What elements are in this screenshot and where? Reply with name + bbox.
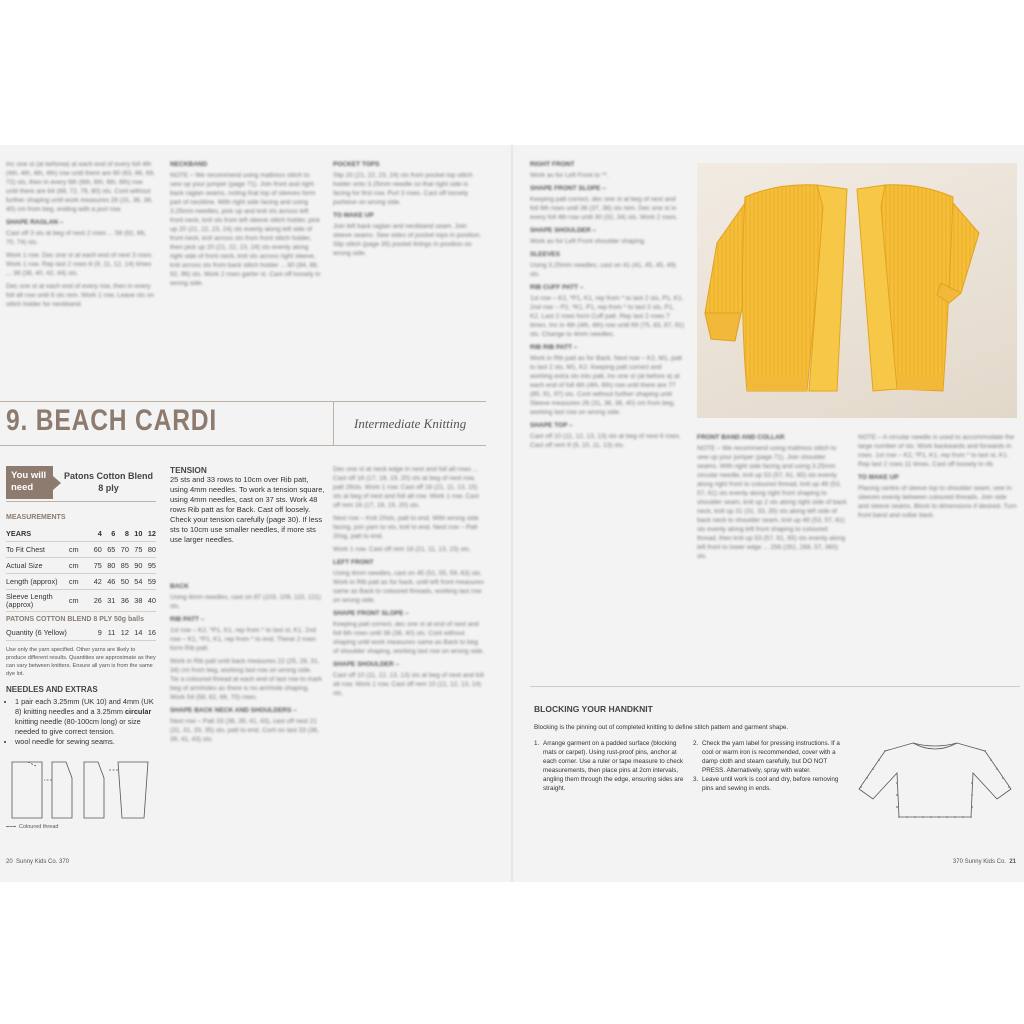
- value-cell: 80: [142, 542, 156, 558]
- materials-box: [6, 466, 156, 499]
- needles-section: [6, 685, 156, 747]
- list-item: 3. Leave until work is cool and dry, before removing pins and sewing in ends.: [693, 776, 839, 792]
- row-label: Sleeve Length (approx): [6, 590, 69, 612]
- blocking-intro: Blocking is the pinning out of completed knitting to define stitch pattern and garment shape.: [534, 724, 789, 731]
- cardigan-image: [697, 163, 1017, 418]
- footer-text: 370 Sunny Kids Co.: [952, 859, 1006, 865]
- value-cell: 40: [142, 590, 156, 612]
- page-number: 20: [6, 859, 13, 865]
- blurred-col-6: RIGHT FRONT Work as for Left Front to **. SHAPE FRONT SLOPE – Keeping patt correct, dec one st at beg of next and foll 6th rows until 36 (37, 38) sts rem. Dec one st in every foll 4th row until 30 (32, 34) sts. Work 2 rows. SHAPE SHOULDER – Work as for Left Front shoulder shaping. SLEEVES Using 3.25mm needles, cast on 41 (41, 45, 45, 49) sts. RIB CUFF PATT – 1st row – K2, *P1, K1, rep from * to last 2 sts, P1, K1. 2nd row – P2, *K1, P1, rep from * to last 3 sts, P1, K2. Last 2 rows form Cuff patt. Rep last 2 rows 7 times. Inc in 4th (4th, 4th) row until 69 (75, 83, 87, 91) sts. Change to 4mm needles. RIB RIB PATT – Work in Rib patt as for Back. Next row – K2, M1, patt to last 2 sts, M1, K2. Keeping patt correct and working extra sts into patt, inc one st (at before a) at each end of foll 4th (4th, 6th) row until there are 77 (85, 91, 97) sts. Cont without further shaping until Sleeve measures 26 (31, 36, 38, 40) cm from beg, working last row on wrong side. SHAPE TOP – Cast off 10 (11, 12, 13, 13) sts at beg of next 6 rows. Cast off rem 9 (9, 10, 11, 13) sts.: [530, 161, 685, 449]
- row-label: To Fit Chest: [6, 542, 69, 558]
- value-cell: 36: [115, 590, 129, 612]
- value-cell: 26: [88, 590, 102, 612]
- value-cell: 12: [115, 625, 129, 641]
- blocking-heading: BLOCKING YOUR HANDKNIT: [534, 704, 653, 714]
- value-cell: 59: [142, 574, 156, 590]
- pattern-title: 9. BEACH CARDI: [6, 404, 218, 437]
- dashed-line-icon: [6, 826, 16, 827]
- value-cell: 80: [102, 558, 116, 574]
- blocking-diagram: [855, 735, 1015, 825]
- unit-cell: cm: [69, 542, 88, 558]
- unit-cell: cm: [69, 558, 88, 574]
- row-label: Actual Size: [6, 558, 69, 574]
- measurements-heading: MEASUREMENTS: [6, 514, 66, 521]
- front-schematic: [84, 762, 104, 818]
- value-cell: 90: [129, 558, 143, 574]
- value-cell: 70: [115, 542, 129, 558]
- value-cell: 60: [88, 542, 102, 558]
- front-schematic: [52, 762, 72, 818]
- value-cell: 95: [142, 558, 156, 574]
- value-cell: 46: [102, 574, 116, 590]
- size-cell: 4: [88, 526, 102, 542]
- list-item: 1. Arrange garment on a padded surface (blocking mats or carpet). Using rust-proof pins, anchor at each corner. Use a ruler or tape measure to check measurements, then place pins at 2cm intervals, angling them through the edge, ensuring sides are straight.: [534, 740, 684, 792]
- skill-level-box: [333, 402, 487, 445]
- unit-cell: cm: [69, 590, 88, 612]
- size-cell: 6: [102, 526, 116, 542]
- needles-heading: NEEDLES AND EXTRAS: [6, 685, 98, 694]
- cardigan-photo: [697, 163, 1017, 418]
- value-cell: 38: [129, 590, 143, 612]
- quantity-label: Quantity (6 Yellow): [6, 625, 88, 641]
- needles-list: [6, 697, 156, 747]
- value-cell: 85: [115, 558, 129, 574]
- blocking-steps-col-2: [693, 739, 851, 793]
- table-row: [6, 625, 156, 641]
- legend: Coloured thread: [6, 824, 58, 830]
- table-row: [6, 542, 156, 558]
- sleeve-schematic: [118, 762, 148, 818]
- divider: [0, 445, 486, 446]
- pin-marks: [860, 750, 1010, 818]
- size-cell: 8: [115, 526, 129, 542]
- value-cell: 14: [129, 625, 143, 641]
- size-cell: 12: [142, 526, 156, 542]
- tension-section: [170, 465, 325, 545]
- value-cell: 16: [142, 625, 156, 641]
- value-cell: 50: [115, 574, 129, 590]
- blurred-col-2: NECKBAND NOTE – We recommend using mattress stitch to sew up your jumper (page 71). Join front and right back raglan seams, noting that top of sleeves form part of neckline. With right side facing and using 3.25mm needles, pick up and knit sts across left front neck, knit sts from left sleeve stitch holder, pick up 20 (21, 22, 23, 24) sts evenly along left side of front neck, knit across sts from front stitch holder, then pick up 20 (21, 22, 23, 24) sts evenly along right side of front neck, knit sts across right sleeve, knit across sts from back stitch holder ... 80 (84, 88, 92, 96) sts. Work 2 rows garter st. Cast off loosely in wrong side.: [170, 161, 321, 287]
- blurred-col-5: BACK Using 4mm needles, cast on 87 (103, 109, 115, 121) sts. RIB PATT – 1st row – K2, *P1, K1, rep from * to last st, K1. 2nd row – K1, *P1, K1, rep from * to end. These 2 rows form Rib patt. Work in Rib patt until back measures 22 (25, 28, 31, 34) cm from beg, working last row on wrong side. Tie a coloured thread at each end of last row to mark beg of armholes as there is no armhole shaping. Work 54 (58, 62, 66, 70) rows. SHAPE BACK NECK AND SHOULDERS – Next row – Patt 33 (36, 39, 41, 43), cast off next 21 (31, 31, 33, 35) sts, patt to end. Cont on last 33 (36, 39, 41, 43) sts.: [170, 583, 322, 743]
- value-cell: 31: [102, 590, 116, 612]
- list-item: • wool needle for sewing seams.: [15, 737, 156, 747]
- divider: [530, 686, 1020, 687]
- value-cell: 9: [88, 625, 102, 641]
- blurred-col-4: Dec one st at neck edge in next and foll alt rows ... Cast off 16 (17, 18, 19, 20) sts at beg of next row, patt 26sts. Work 1 row. Cast off 18 (21, 11, 13, 15) sts at beg of next and foll alt row. Work 1 row. Cast off rem 16 (17, 18, 19, 20) sts. Next row – Knit 20sts, patt to end. With wrong side facing, join yarn to sts, knit to end. Next row – Patt 20sg, patt to end. Work 1 row. Cast off rem 18 (21, 11, 13, 15) sts. LEFT FRONT Using 4mm needles, cast on 45 (51, 55, 59, 63) sts. Work in Rib patt as for back, until left front measures same as Back to coloured threads, working last row on wrong side. SHAPE FRONT SLOPE – Keeping patt correct, dec one st at end of next and foll 6th rows until 36 (38, 40) sts. Cont without shaping until work measures same as Back to beg of shoulder shaping, working last row on wrong side. SHAPE SHOULDER – Cast off 10 (11, 12, 13, 13) sts at beg of next and foll alt row. Work 1 row. Cast off rem 10 (11, 12, 13, 14) sts.: [333, 466, 485, 697]
- table-row: [6, 574, 156, 590]
- list-item: • 1 pair each 3.25mm (UK 10) and 4mm (UK 8) knitting needles and a 3.25mm circular knitting needle (80-100cm long) or size needed to give correct tension.: [15, 697, 156, 737]
- size-cell: 10: [129, 526, 143, 542]
- page-number: 21: [1009, 859, 1016, 865]
- skill-level: Intermediate Knitting: [354, 416, 467, 431]
- table-row: [6, 558, 156, 574]
- footer-text: Sunny Kids Co. 370: [16, 859, 70, 865]
- value-cell: 75: [129, 542, 143, 558]
- row-label: Length (approx): [6, 574, 69, 590]
- you-will-need-tag: You will need: [6, 466, 53, 499]
- yarn-quantity-heading: PATONS COTTON BLEND 8 PLY 50g balls: [6, 616, 144, 623]
- blocking-steps-col-1: [534, 739, 684, 793]
- blurred-col-7: FRONT BAND AND COLLAR NOTE – We recommend using mattress stitch to sew up your jumper (page 71). Join shoulder seams. With right side facing and using 3.25mm circular needle, knit up 53 (57, 61, 65) sts evenly along right front to coloured thread, knit up 49 (53, 57, 61) sts evenly along right front shaping to shoulder seam, knit up 2 sts along right side of back neck, knit up 31 (31, 33, 35) sts along left side of back neck to shoulder seam, knit up 49 (53, 57, 61) sts evenly along left front shaping to coloured thread, then knit up 53 (57, 61, 65) sts evenly along left front to lower edge ... 256 (261, 268, 57, 360) sts.: [697, 434, 847, 560]
- page-gutter: [511, 145, 513, 882]
- value-cell: 65: [102, 542, 116, 558]
- table-row: [6, 590, 156, 612]
- value-cell: 42: [88, 574, 102, 590]
- pattern-heading: [0, 393, 486, 449]
- back-schematic: [12, 762, 42, 818]
- tension-text: 25 sts and 33 rows to 10cm over Rib patt, using 4mm needles. To work a tension square, using 4mm needles, cast on 37 sts. Work 48 rows Rib patt as for Back. Cast off loosely. Check your tension carefully (page 30). If less sts to 10cm use smaller needles, if more sts use larger needles.: [170, 475, 325, 544]
- divider: [6, 501, 156, 502]
- value-cell: 54: [129, 574, 143, 590]
- measurements-table: [6, 526, 156, 612]
- blurred-col-8: NOTE – A circular needle is used to accommodate the large number of sts. Work backwards and forwards in rows. 1st row – K2, *P1, K1, rep from * to last st, K1. Rep last 2 rows 11 times. Cast off loosely in rib. TO MAKE UP Placing centre of sleeve top to shoulder seam, sew in sleeves evenly between coloured threads. Join side and sleeve seams. Block to dimensions if desired. Turn front band and collar back.: [858, 434, 1017, 519]
- unit-cell: cm: [69, 574, 88, 590]
- garment-schematics: [8, 760, 158, 820]
- list-item: 2. Check the yarn label for pressing instructions. If a cool or warm iron is recommended, cover with a damp cloth and steam carefully, but DO NOT PRESS. Alternatively, spray with water.: [693, 740, 840, 774]
- table-row: [6, 526, 156, 542]
- quantity-table: [6, 625, 156, 641]
- footer-left: [6, 859, 69, 865]
- blurred-col-3: POCKET TOPS Slip 20 (21, 22, 23, 24) sts from pocket top stitch holder onto 3.25mm needle so that right side is facing for first row. Purl 3 rows. Cast off loosely purlwise on wrong side. TO MAKE UP Join left back raglan and neckband seam. Join sleeve seams. Sew sides of pocket tops in position. Slip stitch (page 35) pocket linings in position on wrong side.: [333, 161, 482, 257]
- footer-right: [953, 859, 1016, 865]
- blurred-col-1: Inc one st (at beforea) at each end of every foll 4th (4th, 4th, 4th, 4th) row until there are 60 (63, 66, 69, 72) sts, then in every 6th (6th, 6th, 6th, 6th) row until there are 64 (68, 72, 76, 80) sts. Cont without further shaping until work measures 26 (31, 36, 38, 40) cm from beg, ending with a purl row. SHAPE RAGLAN – Cast off 3 sts at beg of next 2 rows ... 58 (62, 66, 70, 74) sts. Work 1 row. Dec one st at each end of next 3 rows. Work 1 row. Rep last 2 rows 8 (9, 11, 12, 14) times ... 36 (38, 40, 42, 44) sts. Dec one st at each end of every row, then in every foll alt row until 8 sts rem. Work 1 row. Leave sts on stitch holder for neckband.: [6, 161, 155, 308]
- yarn-name: Patons Cotton Blend 8 ply: [64, 471, 153, 493]
- years-label: YEARS: [6, 526, 69, 542]
- value-cell: 75: [88, 558, 102, 574]
- tension-heading: TENSION: [170, 465, 207, 475]
- measurements-section: [6, 514, 156, 678]
- yarn-note: Use only the yarn specified. Other yarns are likely to produce different results. Quantities are approximate as they can vary between knitters. Ensure all yarn is from the same dye lot.: [6, 647, 156, 677]
- value-cell: 11: [102, 625, 116, 641]
